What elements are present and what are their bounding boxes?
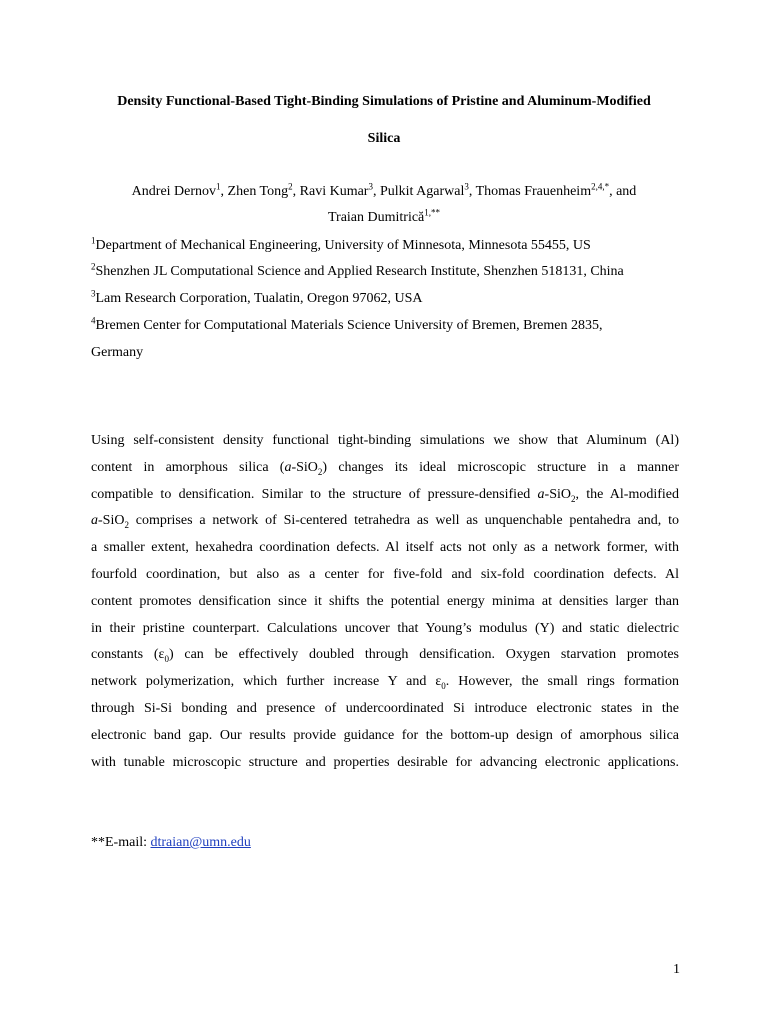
- author-affil-sup: 2: [288, 181, 293, 192]
- email-label: **E-mail:: [91, 835, 151, 850]
- page-number: 1: [673, 962, 680, 977]
- author-list-line-2: [80, 205, 688, 231]
- author-affil-sup: 1: [216, 181, 221, 192]
- abstract-line: in their pristine counterpart. Calculations uncover that Young’s modulus (Y) and static dielectric: [91, 620, 679, 636]
- affiliation-3: [91, 286, 691, 312]
- abstract-line: constants $(\varepsilon_0)$ can be effectively doubled through densification. Oxygen starvation promotes: [91, 647, 679, 665]
- author-affil-sup: 1,**: [424, 207, 441, 218]
- abstract-line: with tunable microscopic structure and properties desirable for advancing electronic applications.: [91, 754, 679, 770]
- affiliation-text: Shenzhen JL Computational Science and Applied Research Institute, Shenzhen 518131, China: [95, 264, 624, 279]
- affiliation-2: [91, 259, 691, 285]
- paper-title-line-1: Density Functional-Based Tight-Binding Simulations of Pristine and Aluminum-Modified: [117, 94, 651, 109]
- abstract-line: through Si-Si bonding and presence of undercoordinated Si introduce electronic states in the: [91, 700, 679, 716]
- author-name: Traian Dumitrică: [327, 210, 425, 225]
- author-affil-sup: 2,4,*: [591, 181, 610, 192]
- author-affil-sup: 3: [368, 181, 373, 192]
- affiliation-number: 3: [91, 288, 96, 299]
- author-name: Thomas Frauenheim: [475, 184, 592, 199]
- abstract-line: a smaller extent, hexahedra coordination defects. Al itself acts not only as a network former, with: [91, 540, 679, 556]
- abstract-line: compatible to densification. Similar to the structure of pressure-densified a-SiO$_2$, the Al-modified: [91, 486, 679, 504]
- abstract-line: network polymerization, which further increase Y and $\varepsilon_0$. However, the small rings formation: [91, 674, 679, 691]
- affiliation-text: Lam Research Corporation, Tualatin, Oregon 97062, USA: [95, 291, 423, 306]
- abstract-line: electronic band gap. Our results provide guidance for the bottom-up design of amorphous silica: [91, 727, 679, 743]
- affiliation-text: Bremen Center for Computational Materials Science University of Bremen, Bremen 2835,: [95, 318, 603, 333]
- author-name: Pulkit Agarwal: [379, 184, 465, 199]
- abstract-line: fourfold coordination, but also as a center for five-fold and six-fold coordination defects. Al: [91, 566, 679, 582]
- author-affil-sup: 3: [464, 181, 469, 192]
- abstract: [91, 428, 679, 776]
- abstract-line: a-SiO$_2$ comprises a network of Si-centered tetrahedra as well as unquenchable pentahedra and, to: [91, 513, 679, 531]
- abstract-line: content promotes densification since it shifts the potential energy minima at densities larger than: [91, 593, 679, 609]
- abstract-line: Using self-consistent density functional tight-binding simulations we show that Aluminum (Al): [91, 433, 679, 448]
- author-list: Andrei Dernov$^1$, Zhen Tong$^2$, Ravi Kumar$^3$, Pulkit Agarwal$^3$, Thomas Frauenheim$^{2,4,*}$, and: [131, 181, 637, 199]
- email-link[interactable]: dtraian@umn.edu: [150, 835, 251, 850]
- affiliation-1: [91, 233, 691, 259]
- corresponding-email: [91, 830, 251, 856]
- affiliation-number: 2: [91, 261, 96, 272]
- affiliation-number: 1: [91, 235, 96, 246]
- paper-title-line-2: Silica: [367, 131, 401, 146]
- author-name: Ravi Kumar: [299, 184, 369, 199]
- abstract-line: content in amorphous silica (a-SiO$_2$) changes its ideal microscopic structure in a manner: [91, 459, 679, 477]
- affiliation-number: 4: [91, 315, 96, 326]
- affiliation-4: [91, 313, 691, 339]
- author-name: Andrei Dernov: [131, 184, 217, 199]
- affiliation-4-continued: Germany: [91, 345, 144, 360]
- author-and: and: [616, 184, 637, 199]
- affiliation-text: Department of Mechanical Engineering, University of Minnesota, Minnesota 55455, US: [95, 238, 591, 253]
- author-name: Zhen Tong: [227, 184, 289, 199]
